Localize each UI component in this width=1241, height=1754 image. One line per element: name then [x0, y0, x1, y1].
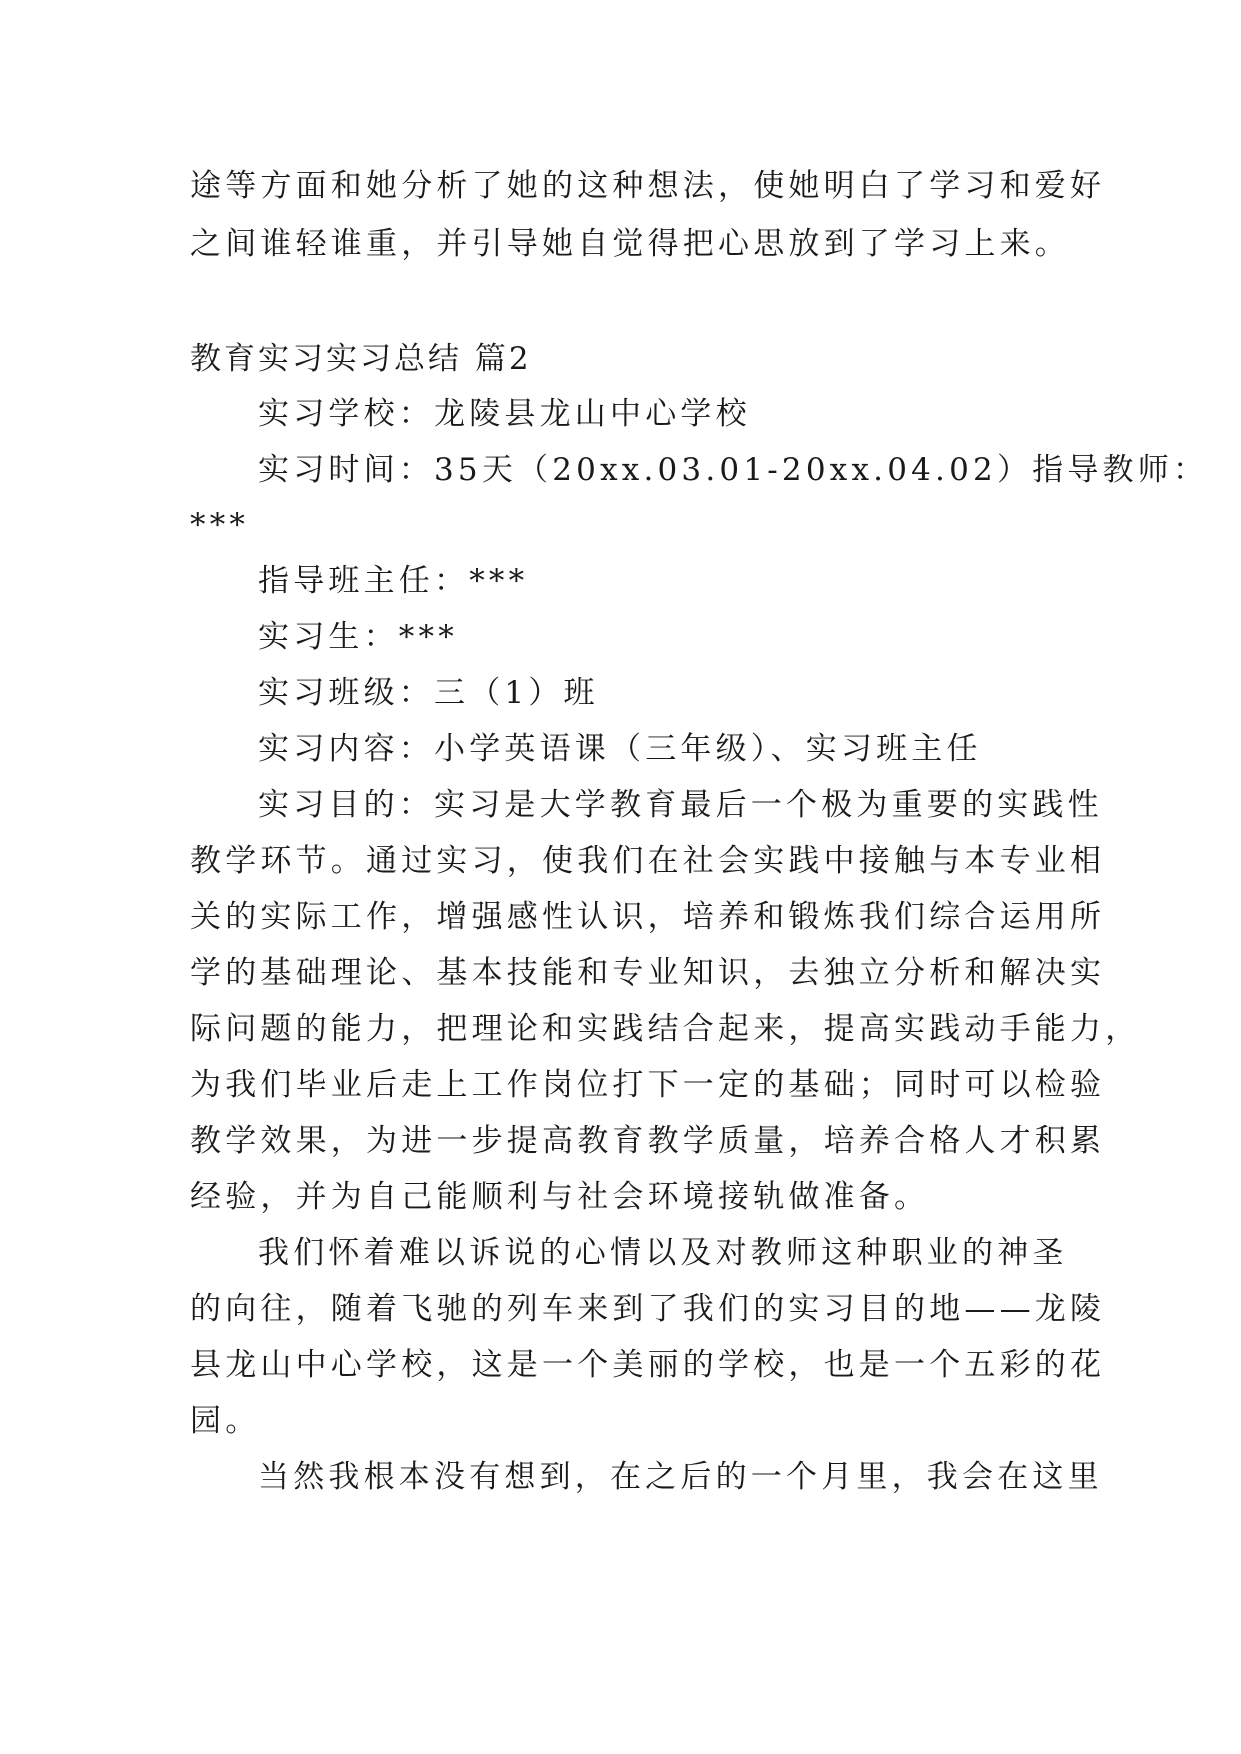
arrival-line: 园。 — [190, 1403, 261, 1439]
purpose-line: 际问题的能力，把理论和实践结合起来，提高实践动手能力， — [190, 1011, 1141, 1047]
info-time: 实习时间：35天（20xx.03.01-20xx.04.02）指导教师： — [258, 452, 1209, 488]
purpose-line: 实习目的：实习是大学教育最后一个极为重要的实践性 — [258, 787, 1103, 823]
purpose-line: 学的基础理论、基本技能和专业知识，去独立分析和解决实 — [190, 955, 1106, 991]
info-content: 实习内容：小学英语课（三年级）、实习班主任 — [258, 731, 982, 767]
paragraph-line: 途等方面和她分析了她的这种想法，使她明白了学习和爱好 — [190, 168, 1106, 204]
info-class: 实习班级：三（1）班 — [258, 675, 599, 711]
info-class-teacher: 指导班主任：*** — [258, 563, 529, 599]
paragraph-line: 之间谁轻谁重，并引导她自觉得把心思放到了学习上来。 — [190, 226, 1070, 262]
arrival-line: 县龙山中心学校，这是一个美丽的学校，也是一个五彩的花 — [190, 1347, 1106, 1383]
section-heading: 教育实习实习总结 篇2 — [190, 341, 532, 377]
info-intern: 实习生：*** — [258, 619, 458, 655]
info-school: 实习学校：龙陵县龙山中心学校 — [258, 396, 751, 432]
purpose-line: 经验，并为自己能顺利与社会环境接轨做准备。 — [190, 1179, 930, 1215]
purpose-line: 教学效果，为进一步提高教育教学质量，培养合格人才积累 — [190, 1123, 1106, 1159]
info-supervisor: *** — [190, 507, 250, 543]
arrival-line: 我们怀着难以诉说的心情以及对教师这种职业的神圣 — [258, 1235, 1068, 1271]
last-line: 当然我根本没有想到，在之后的一个月里，我会在这里 — [258, 1459, 1103, 1495]
purpose-line: 关的实际工作，增强感性认识，培养和锻炼我们综合运用所 — [190, 899, 1106, 935]
arrival-line: 的向往，随着飞驰的列车来到了我们的实习目的地——龙陵 — [190, 1291, 1106, 1327]
purpose-line: 为我们毕业后走上工作岗位打下一定的基础；同时可以检验 — [190, 1067, 1106, 1103]
purpose-line: 教学环节。通过实习，使我们在社会实践中接触与本专业相 — [190, 843, 1106, 879]
